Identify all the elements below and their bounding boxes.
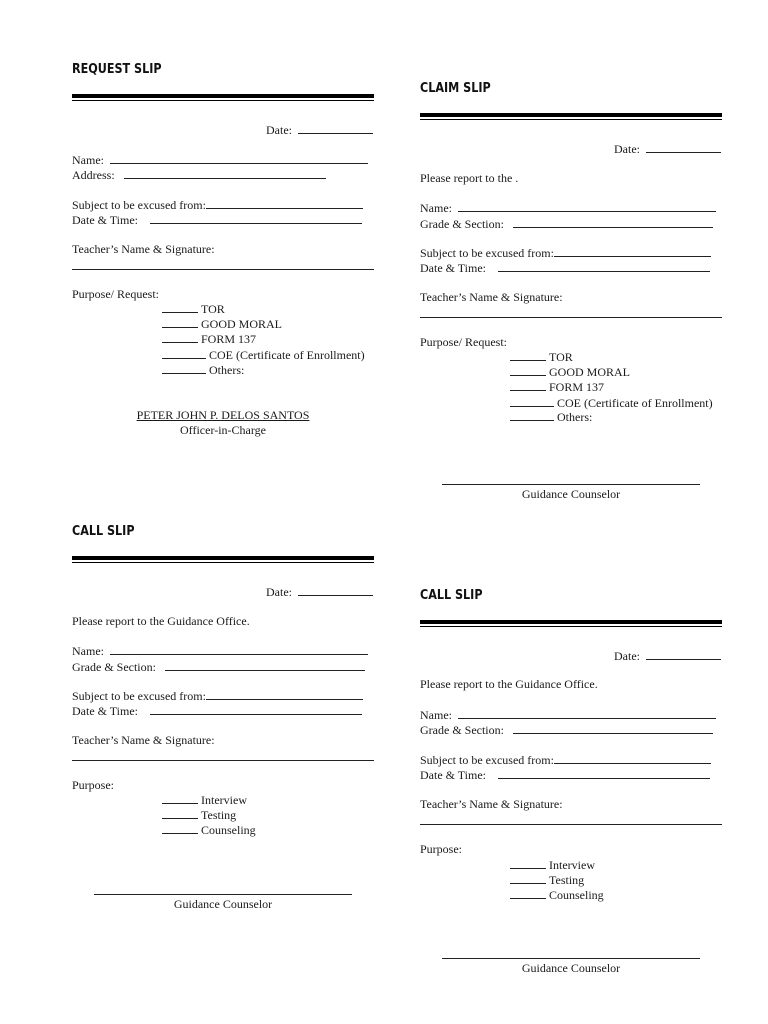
- datetime-label: Date & Time:: [72, 704, 139, 718]
- option-label: GOOD MORAL: [549, 365, 630, 379]
- option-coe: [162, 347, 365, 363]
- datetime-input-line[interactable]: [150, 212, 362, 224]
- grade-field: [420, 722, 713, 738]
- date-label: Date:: [266, 585, 292, 599]
- subject-label: Subject to be excused from:: [420, 753, 554, 767]
- datetime-field: [72, 212, 362, 228]
- option-check-line[interactable]: [510, 887, 546, 899]
- option-interview: [510, 857, 595, 873]
- date-field: [614, 648, 721, 664]
- option-check-line[interactable]: [510, 349, 546, 361]
- name-input-line[interactable]: [110, 152, 368, 164]
- name-field: [420, 707, 716, 723]
- option-counseling: [162, 822, 256, 838]
- name-label: Name:: [420, 708, 452, 722]
- option-label: FORM 137: [201, 332, 257, 346]
- request-slip-title: REQUEST SLIP: [72, 62, 162, 77]
- title-rule-thick: [72, 556, 374, 560]
- subject-input-line[interactable]: [206, 197, 363, 209]
- date-input-line[interactable]: [298, 584, 373, 596]
- option-label: Testing: [201, 808, 237, 822]
- teacher-signature-line[interactable]: [72, 269, 374, 270]
- datetime-input-line[interactable]: [150, 703, 362, 715]
- title-rule-thick: [420, 620, 722, 624]
- purpose-label: Purpose:: [72, 778, 114, 792]
- option-label: Counseling: [549, 888, 604, 902]
- teacher-field-label: Teacher’s Name & Signature:: [420, 290, 563, 304]
- option-check-line[interactable]: [162, 792, 198, 804]
- name-field: [72, 152, 368, 168]
- date-input-line[interactable]: [646, 648, 721, 660]
- address-label: Address:: [72, 168, 115, 182]
- claim-slip: [420, 81, 722, 511]
- option-label: Testing: [549, 873, 585, 887]
- counselor-signature-line[interactable]: [442, 958, 700, 959]
- name-label: Name:: [72, 153, 104, 167]
- datetime-label: Date & Time:: [420, 261, 487, 275]
- option-check-line[interactable]: [162, 362, 206, 374]
- subject-field: [72, 688, 363, 704]
- counselor-signature-line[interactable]: [94, 894, 352, 895]
- datetime-field: [420, 767, 710, 783]
- teacher-field-label: Teacher’s Name & Signature:: [72, 242, 215, 256]
- name-label: Name:: [420, 201, 452, 215]
- address-field: [72, 167, 326, 183]
- option-check-line[interactable]: [162, 822, 198, 834]
- grade-label: Grade & Section:: [72, 660, 156, 674]
- option-check-line[interactable]: [510, 364, 546, 376]
- option-good-moral: [162, 316, 282, 332]
- grade-field: [72, 659, 365, 675]
- title-rule-thin: [72, 562, 374, 563]
- date-label: Date:: [266, 123, 292, 137]
- option-label: Counseling: [201, 823, 256, 837]
- report-text: Please report to the Guidance Office.: [72, 614, 250, 628]
- option-label: Interview: [549, 858, 595, 872]
- option-others: [510, 409, 592, 425]
- grade-label: Grade & Section:: [420, 723, 504, 737]
- teacher-field-label: Teacher’s Name & Signature:: [72, 733, 215, 747]
- title-rule-thick: [420, 113, 722, 117]
- date-input-line[interactable]: [646, 141, 721, 153]
- counselor-title: Guidance Counselor: [521, 961, 621, 975]
- option-label: Others:: [209, 363, 245, 377]
- option-form-137: [510, 379, 604, 395]
- datetime-label: Date & Time:: [72, 213, 139, 227]
- option-check-line[interactable]: [162, 301, 198, 313]
- subject-label: Subject to be excused from:: [420, 246, 554, 260]
- option-counseling: [510, 887, 604, 903]
- name-label: Name:: [72, 644, 104, 658]
- date-field: [266, 584, 373, 600]
- grade-field: [420, 216, 713, 232]
- officer-name: PETER JOHN P. DELOS SANTOS: [136, 408, 310, 422]
- name-input-line[interactable]: [458, 707, 716, 719]
- subject-field: [72, 197, 363, 213]
- subject-label: Subject to be excused from:: [72, 198, 206, 212]
- option-check-line[interactable]: [162, 347, 206, 359]
- title-rule-thick: [72, 94, 374, 98]
- counselor-title: Guidance Counselor: [521, 487, 621, 501]
- option-tor: [510, 349, 573, 365]
- date-label: Date:: [614, 142, 640, 156]
- option-check-line[interactable]: [510, 872, 546, 884]
- datetime-field: [420, 260, 710, 276]
- call-slip-title: CALL SLIP: [420, 588, 483, 603]
- option-testing: [162, 807, 236, 823]
- subject-input-line[interactable]: [206, 688, 363, 700]
- grade-input-line[interactable]: [513, 216, 713, 228]
- teacher-field-label: Teacher’s Name & Signature:: [420, 797, 563, 811]
- option-label: FORM 137: [549, 380, 605, 394]
- datetime-label: Date & Time:: [420, 768, 487, 782]
- option-testing: [510, 872, 584, 888]
- name-field: [72, 643, 368, 659]
- date-label: Date:: [614, 649, 640, 663]
- option-label: GOOD MORAL: [201, 317, 282, 331]
- subject-input-line[interactable]: [554, 245, 711, 257]
- option-others: [162, 362, 244, 378]
- teacher-signature-line[interactable]: [72, 760, 374, 761]
- purpose-label: Purpose/ Request:: [420, 335, 507, 349]
- purpose-label: Purpose/ Request:: [72, 287, 159, 301]
- address-input-line[interactable]: [124, 167, 326, 179]
- option-form-137: [162, 331, 256, 347]
- request-slip: [72, 62, 374, 452]
- option-label: COE (Certificate of Enrollment): [209, 348, 365, 362]
- date-input-line[interactable]: [298, 122, 373, 134]
- option-label: Interview: [201, 793, 247, 807]
- call-slip-right: [420, 588, 722, 988]
- option-label: TOR: [201, 302, 225, 316]
- teacher-signature-line[interactable]: [420, 824, 722, 825]
- counselor-title: Guidance Counselor: [173, 897, 273, 911]
- title-rule-thin: [420, 626, 722, 627]
- subject-input-line[interactable]: [554, 752, 711, 764]
- option-check-line[interactable]: [510, 379, 546, 391]
- call-slip-title: CALL SLIP: [72, 524, 135, 539]
- report-text: Please report to the Guidance Office.: [420, 677, 598, 691]
- title-rule-thin: [72, 100, 374, 101]
- purpose-label: Purpose:: [420, 842, 462, 856]
- title-rule-thin: [420, 119, 722, 120]
- option-label: Others:: [557, 410, 593, 424]
- subject-field: [420, 245, 711, 261]
- option-check-line[interactable]: [510, 395, 554, 407]
- grade-label: Grade & Section:: [420, 217, 504, 231]
- option-check-line[interactable]: [162, 316, 198, 328]
- option-tor: [162, 301, 225, 317]
- datetime-field: [72, 703, 362, 719]
- option-check-line[interactable]: [510, 409, 554, 421]
- name-input-line[interactable]: [458, 200, 716, 212]
- call-slip-left: [72, 524, 374, 914]
- grade-input-line[interactable]: [165, 659, 365, 671]
- teacher-signature-line[interactable]: [420, 317, 722, 318]
- datetime-input-line[interactable]: [498, 260, 710, 272]
- name-field: [420, 200, 716, 216]
- officer-title: Officer-in-Charge: [180, 423, 266, 437]
- report-text: Please report to the .: [420, 171, 519, 185]
- datetime-input-line[interactable]: [498, 767, 710, 779]
- option-check-line[interactable]: [162, 331, 198, 343]
- subject-field: [420, 752, 711, 768]
- name-input-line[interactable]: [110, 643, 368, 655]
- date-field: [614, 141, 721, 157]
- option-good-moral: [510, 364, 630, 380]
- option-label: TOR: [549, 350, 573, 364]
- option-check-line[interactable]: [510, 857, 546, 869]
- claim-slip-title: CLAIM SLIP: [420, 81, 491, 96]
- grade-input-line[interactable]: [513, 722, 713, 734]
- counselor-signature-line[interactable]: [442, 484, 700, 485]
- option-check-line[interactable]: [162, 807, 198, 819]
- option-interview: [162, 792, 247, 808]
- date-field: [266, 122, 373, 138]
- subject-label: Subject to be excused from:: [72, 689, 206, 703]
- option-label: COE (Certificate of Enrollment): [557, 396, 713, 410]
